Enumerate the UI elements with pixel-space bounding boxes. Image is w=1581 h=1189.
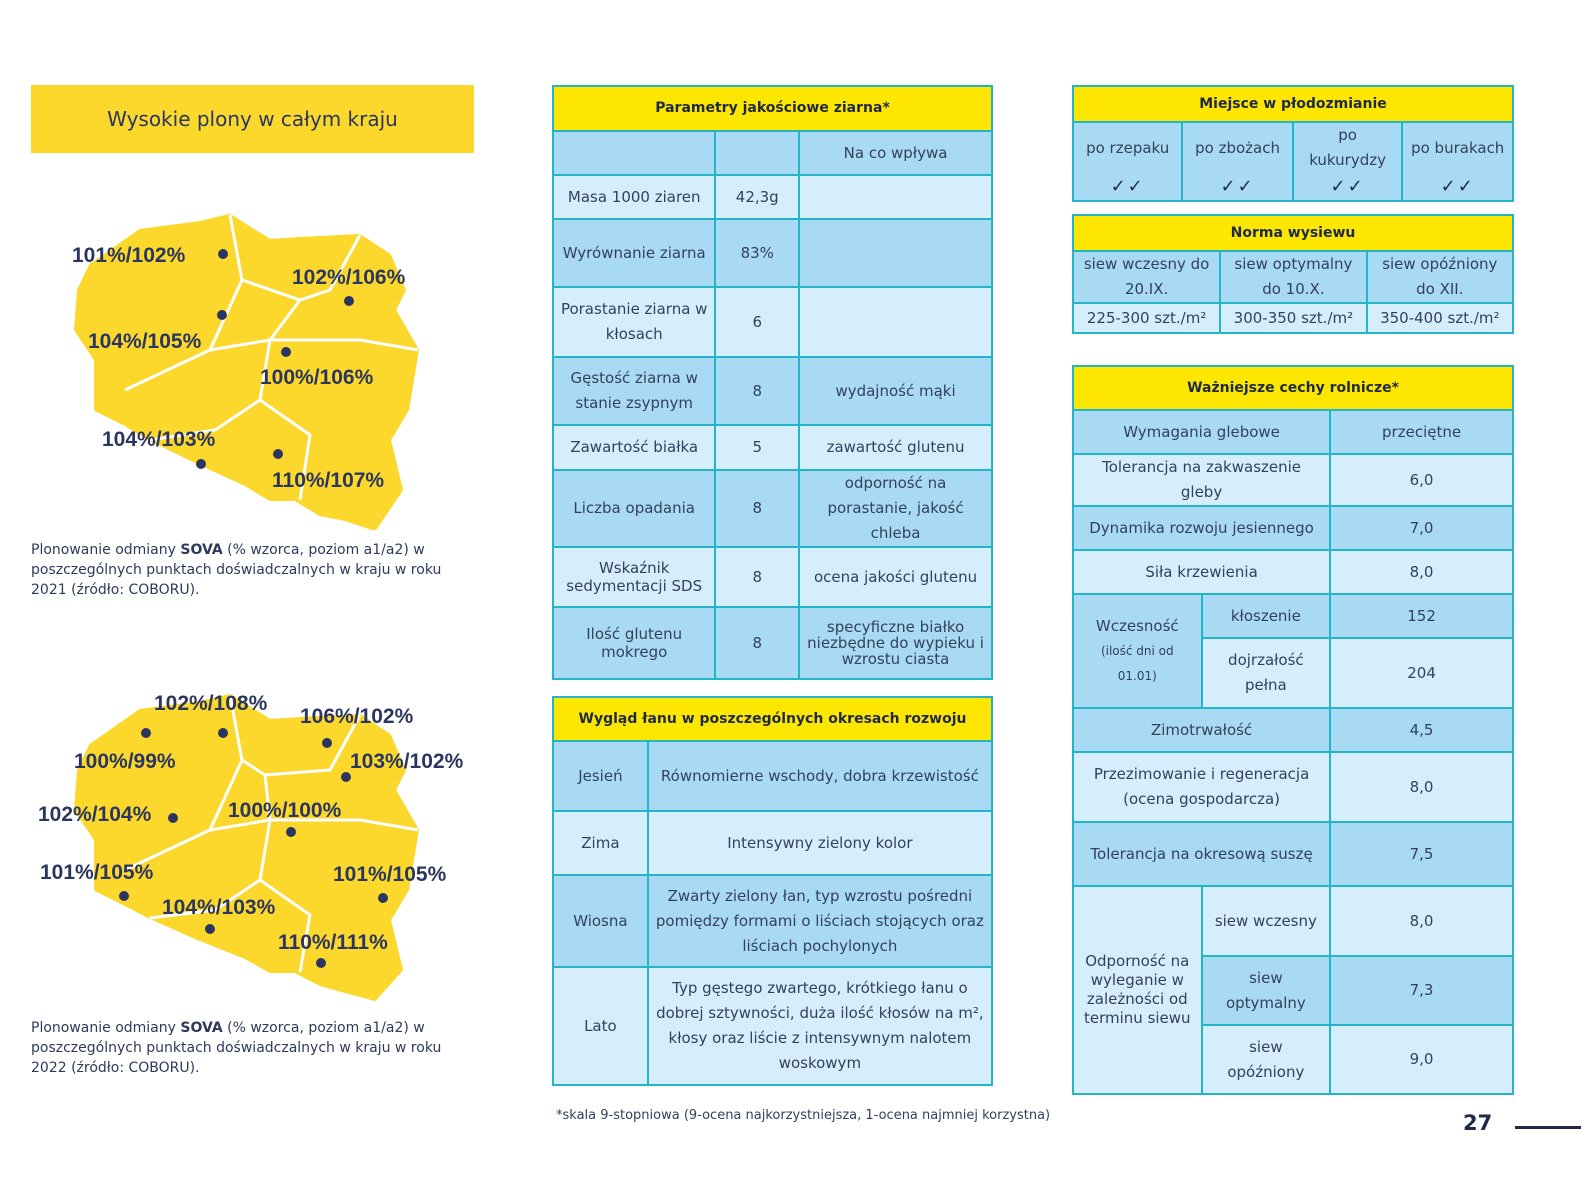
sowing-col: siew opóźniony do XII. (1367, 251, 1513, 303)
table-row: Odporność na wyleganie w zależności od terminu siewu siew wczesny 8,0 (1073, 886, 1513, 956)
check-icon: ✓✓ (1402, 173, 1513, 201)
table-row: Lato Typ gęstego zwartego, krótkiego łanu o dobrej sztywności, duża ilość kłosów na m², kłosy oraz liście z intensywnym nalotem woskowym (553, 967, 992, 1085)
map-2022-label: 100%/99% (74, 750, 176, 773)
map-2021-point (217, 310, 227, 320)
table-row: Przezimowanie i regeneracja (ocena gospodarcza) 8,0 (1073, 752, 1513, 822)
page-line-divider (1515, 1126, 1581, 1129)
map-2021-caption: Plonowanie odmiany SOVA (% wzorca, poziom a1/a2) w poszczególnych punktach doświadczalnych w kraju w roku 2021 (źródło: COBORU). (31, 542, 442, 598)
map-2021-point (344, 296, 354, 306)
map-2022-point (286, 827, 296, 837)
map-2022-label: 100%/100% (228, 799, 342, 822)
table-row: Zawartość białka 5 zawartość glutenu (553, 425, 992, 470)
map-2022-point (218, 728, 228, 738)
map-2022-label: 106%/102% (300, 705, 414, 728)
map-2021-label: 110%/107% (272, 469, 385, 492)
map-2022-point (378, 893, 388, 903)
page-number: 27 (1463, 1111, 1493, 1135)
map-2022-label: 101%/105% (40, 861, 154, 884)
table-row: Wymagania glebowe przeciętne (1073, 410, 1513, 454)
map-2021-label: 102%/106% (292, 266, 406, 289)
rotation-table (1072, 85, 1514, 202)
banner-title: Wysokie plony w całym kraju (107, 107, 398, 131)
table-row: Ilość glutenu mokrego 8 specyficzne białko niezbędne do wypieku i wzrostu ciasta (553, 607, 992, 679)
map-2022-caption: Plonowanie odmiany SOVA (% wzorca, poziom a1/a2) w poszczególnych punktach doświadczalnych w kraju w roku 2022 (źródło: COBORU). (31, 1020, 442, 1076)
check-icon: ✓✓ (1182, 173, 1292, 201)
map-2022-outline (75, 695, 418, 1000)
section-banner (31, 85, 474, 153)
map-2021-point (196, 459, 206, 469)
traits-table (1072, 365, 1514, 1095)
sowing-title: Norma wysiewu (1073, 215, 1513, 251)
map-2022-label: 102%/108% (154, 692, 268, 715)
table-row: dojrzałość pełna 204 (1073, 638, 1513, 708)
poland-map-2022 (30, 680, 480, 1010)
map-2021-label: 104%/103% (102, 428, 216, 451)
rotation-col: po kukurydzy (1293, 122, 1403, 173)
table-row: siew optymalny 7,3 (1073, 956, 1513, 1025)
sowing-value: 225-300 szt./m² (1073, 303, 1220, 333)
table-row: Gęstość ziarna w stanie zsypnym 8 wydajność mąki (553, 357, 992, 425)
map-2022-label: 101%/105% (333, 863, 447, 886)
table-row: Dynamika rozwoju jesiennego 7,0 (1073, 506, 1513, 550)
table-row: Zimotrwałość 4,5 (1073, 708, 1513, 752)
appearance-title: Wygląd łanu w poszczególnych okresach rozwoju (553, 697, 992, 741)
table-row: Jesień Równomierne wschody, dobra krzewistość (553, 741, 992, 811)
map-2022-label: 104%/103% (162, 896, 276, 919)
map-2021-label: 101%/102% (72, 244, 186, 267)
table-row: Liczba opadania 8 odporność na porastanie, jakość chleba (553, 470, 992, 547)
table-row: siew opóźniony 9,0 (1073, 1025, 1513, 1094)
map-2022-point (168, 813, 178, 823)
map-2021-label: 100%/106% (260, 366, 374, 389)
appearance-table (552, 696, 993, 1086)
map-2022-point (341, 772, 351, 782)
table-row: Wczesność (ilość dni od 01.01) kłoszenie 152 (1073, 594, 1513, 638)
footnote: *skala 9-stopniowa (9-ocena najkorzystniejsza, 1-ocena najmniej korzystna) (556, 1108, 1051, 1123)
poland-map-2021 (30, 200, 480, 530)
map-2021-point (218, 249, 228, 259)
map-2022-label: 110%/111% (278, 931, 388, 954)
quality-table (552, 85, 993, 680)
map-2022-label: 103%/102% (350, 750, 464, 773)
map-2022-point (322, 738, 332, 748)
map-2021-label: 104%/105% (88, 330, 202, 353)
map-2022-point (119, 891, 129, 901)
rotation-col: po rzepaku (1073, 122, 1182, 173)
map-2022-point (316, 958, 326, 968)
quality-col-header: Na co wpływa (799, 131, 992, 175)
table-row: Tolerancja na zakwaszenie gleby 6,0 (1073, 454, 1513, 506)
sowing-value: 300-350 szt./m² (1220, 303, 1366, 333)
table-row: Wyrównanie ziarna 83% (553, 219, 992, 287)
check-icon: ✓✓ (1293, 173, 1403, 201)
table-row: Wskaźnik sedymentacji SDS 8 ocena jakości glutenu (553, 547, 992, 607)
map-2022-point (205, 924, 215, 934)
sowing-col: siew optymalny do 10.X. (1220, 251, 1366, 303)
traits-title: Ważniejsze cechy rolnicze* (1073, 366, 1513, 410)
map-2022-label: 102%/104% (38, 803, 152, 826)
table-row: Tolerancja na okresową suszę 7,5 (1073, 822, 1513, 886)
check-icon: ✓✓ (1073, 173, 1182, 201)
table-row: Siła krzewienia 8,0 (1073, 550, 1513, 594)
rotation-col: po zbożach (1182, 122, 1292, 173)
map-2021-point (281, 347, 291, 357)
map-2022-point (141, 728, 151, 738)
sowing-value: 350-400 szt./m² (1367, 303, 1513, 333)
rotation-col: po burakach (1402, 122, 1513, 173)
table-row: Masa 1000 ziaren 42,3g (553, 175, 992, 219)
table-row: Wiosna Zwarty zielony łan, typ wzrostu pośredni pomiędzy formami o liściach stojących oraz liściach pochylonych (553, 875, 992, 967)
table-row: Zima Intensywny zielony kolor (553, 811, 992, 875)
sowing-col: siew wczesny do 20.IX. (1073, 251, 1220, 303)
map-2021-point (273, 449, 283, 459)
quality-title: Parametry jakościowe ziarna* (553, 86, 992, 131)
table-row: Porastanie ziarna w kłosach 6 (553, 287, 992, 357)
sowing-table (1072, 214, 1514, 334)
rotation-title: Miejsce w płodozmianie (1073, 86, 1513, 122)
